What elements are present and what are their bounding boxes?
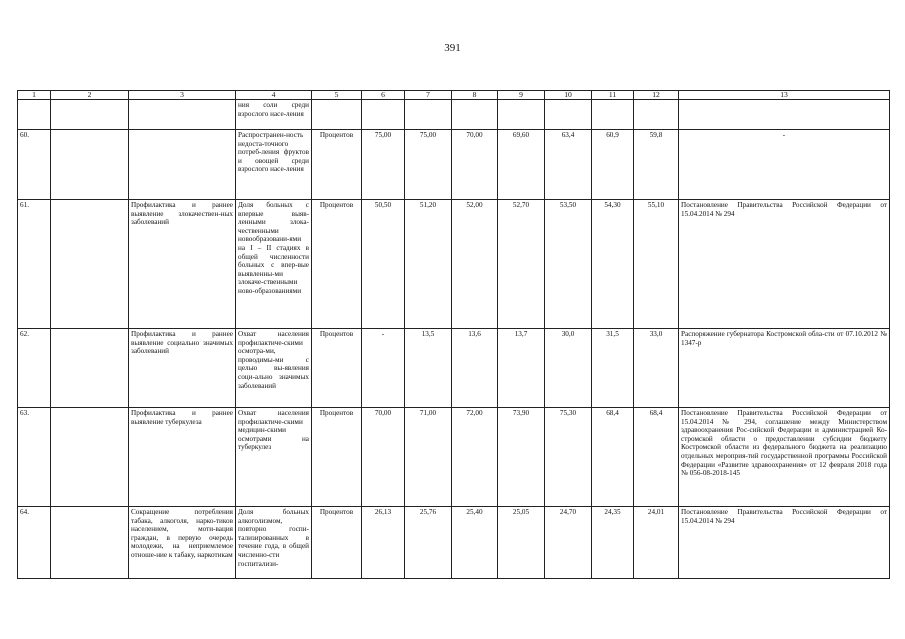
source-cell: Постановление Правительства Российской Федерации от 15.04.2014 № 294	[679, 200, 890, 329]
row-number: 62.	[18, 329, 51, 408]
value-cell: 63,4	[545, 130, 592, 200]
value-cell: 31,5	[592, 329, 634, 408]
value-cell: 52,70	[498, 200, 545, 329]
header-cell: 7	[405, 91, 452, 100]
value-cell: 60,9	[592, 130, 634, 200]
value-cell: 50,50	[362, 200, 405, 329]
indicator-cell: Доля больных с впервые выяв-ленными злока-чественными новообразовани-ями на I – II стадиях в общей численности больных с впер-вые выявленны-ми злокаче-ственными ново-образованиями	[236, 200, 312, 329]
value-cell: 53,50	[545, 200, 592, 329]
value-cell: 69,60	[498, 130, 545, 200]
table-row	[18, 130, 890, 200]
header-row	[18, 91, 890, 100]
value-cell: 33,0	[634, 329, 679, 408]
value-cell: 13,5	[405, 329, 452, 408]
continuation-row	[18, 100, 890, 130]
value-cell: 70,00	[362, 408, 405, 507]
table-row	[18, 507, 890, 579]
activity-cell: Профилактика и раннее выявление злокачествен-ных заболеваний	[129, 200, 236, 329]
value-cell: 24,70	[545, 507, 592, 579]
source-cell: Распоряжение губернатора Костромской обла-сти от 07.10.2012 № 1347-р	[679, 329, 890, 408]
page-number: 391	[444, 42, 461, 54]
value-cell: -	[362, 329, 405, 408]
header-cell: 13	[679, 91, 890, 100]
header-cell: 3	[129, 91, 236, 100]
unit-cell: Процентов	[312, 200, 362, 329]
value-cell: 25,40	[452, 507, 498, 579]
value-cell: 30,0	[545, 329, 592, 408]
row-number: 60.	[18, 130, 51, 200]
table-row	[18, 329, 890, 408]
source-cell: Постановление Правительства Российской Федерации от 15.04.2014 № 294, соглашение между Министерством здравоохранения Рос-сийской Федерации и администрацией Ко-стромской области о предоставлении субсидии бюджету Костромской области из федерального бюджета на реализацию отдельных мероприя-тий государственной программы Российской Федерации «Развитие здравоохранения» от 12 февраля 2018 года № 056-08-2018-145	[679, 408, 890, 507]
table-row	[18, 200, 890, 329]
value-cell: 55,10	[634, 200, 679, 329]
value-cell: 13,7	[498, 329, 545, 408]
indicator-cell: Доля больных алкоголизмом, повторно госпи-тализированных в течение года, в общей численно-сти госпитализи-	[236, 507, 312, 579]
value-cell: 68,4	[592, 408, 634, 507]
unit-cell: Процентов	[312, 408, 362, 507]
source-cell: Постановление Правительства Российской Федерации от 15.04.2014 № 294	[679, 507, 890, 579]
header-cell: 10	[545, 91, 592, 100]
header-cell: 11	[592, 91, 634, 100]
value-cell: 75,00	[405, 130, 452, 200]
value-cell: 72,00	[452, 408, 498, 507]
value-cell: 24,35	[592, 507, 634, 579]
value-cell: 25,05	[498, 507, 545, 579]
activity-cell	[129, 130, 236, 200]
source-cell: -	[679, 130, 890, 200]
header-cell: 5	[312, 91, 362, 100]
activity-cell: Профилактика и раннее выявление туберкулеза	[129, 408, 236, 507]
value-cell: 24,01	[634, 507, 679, 579]
indicators-table	[17, 90, 890, 579]
row-number: 63.	[18, 408, 51, 507]
header-cell: 6	[362, 91, 405, 100]
header-cell: 1	[18, 91, 51, 100]
header-cell: 12	[634, 91, 679, 100]
value-cell: 52,00	[452, 200, 498, 329]
value-cell: 73,90	[498, 408, 545, 507]
unit-cell: Процентов	[312, 329, 362, 408]
row-number: 61.	[18, 200, 51, 329]
value-cell: 51,20	[405, 200, 452, 329]
value-cell: 68,4	[634, 408, 679, 507]
activity-cell: Сокращение потребления табака, алкоголя, нарко-тиков населением, моти-вация граждан, в первую очередь молодежи, на неприемлемое отноше-ние к табаку, наркотикам	[129, 507, 236, 579]
indicator-cell: ния соли среди взрослого насе-ления	[236, 100, 312, 130]
value-cell: 13,6	[452, 329, 498, 408]
header-cell: 2	[51, 91, 129, 100]
value-cell: 26,13	[362, 507, 405, 579]
indicator-cell: Охват населения профилактиче-скими осмотра-ми, проводимы-ми с целью вы-явления соци-ально значимых заболеваний	[236, 329, 312, 408]
header-cell: 9	[498, 91, 545, 100]
header-cell: 4	[236, 91, 312, 100]
table-row	[18, 408, 890, 507]
unit-cell: Процентов	[312, 507, 362, 579]
header-cell: 8	[452, 91, 498, 100]
value-cell: 59,8	[634, 130, 679, 200]
value-cell: 54,30	[592, 200, 634, 329]
indicator-cell: Распространен-ность недоста-точного потреб-ления фруктов и овощей среди взрослого насе-ления	[236, 130, 312, 200]
value-cell: 70,00	[452, 130, 498, 200]
value-cell: 71,00	[405, 408, 452, 507]
unit-cell: Процентов	[312, 130, 362, 200]
row-number: 64.	[18, 507, 51, 579]
value-cell: 75,00	[362, 130, 405, 200]
indicator-cell: Охват населения профилактиче-скими медицин-скими осмотрами на туберкулез	[236, 408, 312, 507]
value-cell: 75,30	[545, 408, 592, 507]
activity-cell: Профилактика и раннее выявление социально значимых заболеваний	[129, 329, 236, 408]
value-cell: 25,76	[405, 507, 452, 579]
